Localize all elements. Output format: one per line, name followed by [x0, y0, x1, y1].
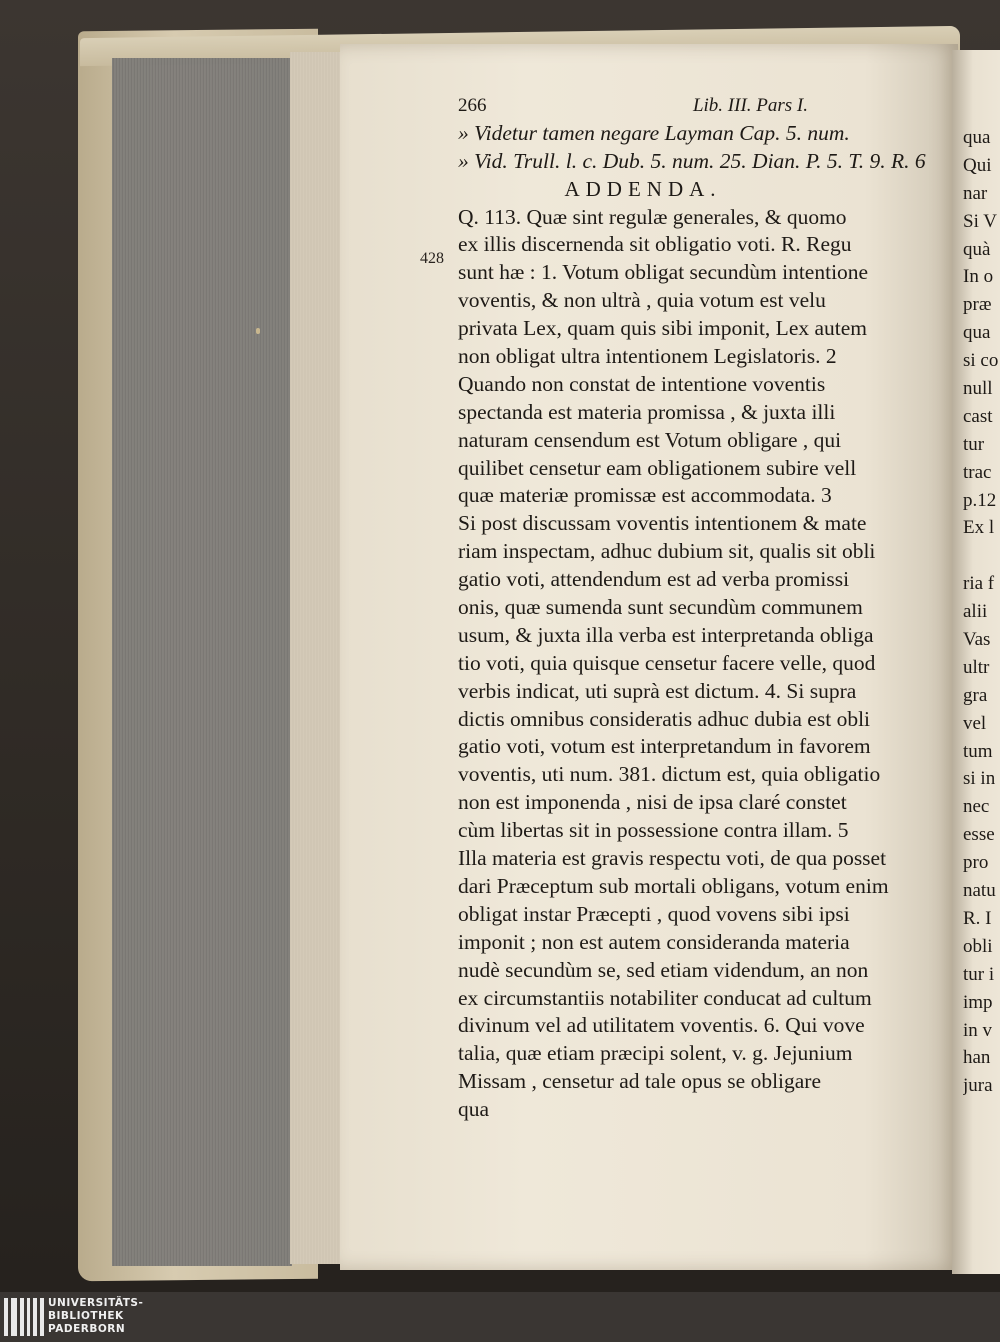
right-text-line: trac — [963, 461, 992, 483]
right-text-line: Vas — [963, 629, 991, 651]
footer-bar — [0, 1292, 1000, 1342]
text-line: voventis, & non ultrà , quia votum est velu — [458, 288, 826, 313]
right-page-text — [963, 124, 1000, 1100]
right-text-line: si co — [963, 350, 999, 372]
running-head: Lib. III. Pars I. — [692, 95, 808, 116]
text-line: spectanda est materia promissa , & juxta illi — [458, 399, 836, 424]
page-edge-light — [290, 52, 344, 1264]
text-line: cùm libertas sit in possessione contra illam. 5 — [458, 818, 849, 843]
text-line: ex circumstantiis notabiliter conducat ad cultum — [458, 985, 872, 1010]
text-line: gatio voti, votum est interpretandum in favorem — [458, 734, 871, 759]
page-number: 266 — [458, 95, 487, 116]
right-text-line: Qui — [963, 154, 992, 176]
right-text-line: gra — [963, 684, 988, 706]
right-text-line: qua — [963, 127, 991, 148]
text-line: quæ materiæ promissæ est accommodata. 3 — [458, 483, 832, 508]
text-line: Illa materia est gravis respectu voti, de qua posset — [458, 846, 887, 871]
text-line: » Vid. Trull. l. c. Dub. 5. num. 25. Dian. P. 5. T. 9. R. 6 — [458, 148, 926, 173]
text-line: dictis omnibus consideratis adhuc dubia est obli — [458, 706, 871, 731]
right-text-line: præ — [963, 294, 992, 316]
right-text-line: qua — [963, 322, 991, 344]
right-text-line: imp — [963, 991, 993, 1013]
right-text-line: in v — [963, 1019, 993, 1041]
text-line: verbis indicat, uti suprà est dictum. 4. Si supra — [458, 678, 857, 703]
text-line: ex illis discernenda sit obligatio voti. R. Regu — [458, 232, 852, 257]
text-line: Missam , censetur ad tale opus se obligare — [458, 1069, 822, 1094]
margin-number: 428 — [420, 250, 444, 267]
text-line: gatio voti, attendendum est ad verba promissi — [458, 567, 850, 592]
right-text-line: null — [963, 378, 993, 400]
right-text-line: obli — [963, 935, 993, 957]
right-text-line: nec — [963, 796, 990, 818]
right-text-line: tum — [963, 740, 993, 762]
right-text-line: tur — [963, 433, 985, 455]
text-line: naturam censendum est Votum obligare , qui — [458, 427, 842, 452]
right-text-line: Si V — [963, 210, 997, 232]
right-text-line: tur i — [963, 963, 995, 985]
page-text — [458, 92, 958, 1124]
text-line: Si post discussam voventis intentionem & mate — [458, 511, 867, 536]
right-text-line: alii — [963, 601, 988, 623]
right-text-line: quà — [963, 238, 991, 260]
library-logo-text: UNIVERSITÄTS- BIBLIOTHEK PADERBORN — [48, 1297, 144, 1335]
text-line: sunt hæ : 1. Votum obligat secundùm intentione — [458, 260, 869, 285]
right-text-line: natu — [963, 880, 996, 902]
text-line: riam inspectam, adhuc dubium sit, qualis sit obli — [458, 539, 876, 564]
text-line: imponit ; non est autem consideranda materia — [458, 929, 850, 954]
text-line: Quando non constat de intentione voventis — [458, 371, 826, 396]
text-line: dari Præceptum sub mortali obligans, votum enim — [458, 873, 889, 898]
right-text-line: ultr — [963, 656, 990, 678]
text-line: obligat instar Præcepti , quod vovens sibi ipsi — [458, 901, 850, 926]
right-text-line: han — [963, 1047, 991, 1069]
right-text-line: In o — [963, 266, 994, 288]
right-text-line: nar — [963, 182, 988, 204]
right-text-line: R. I — [963, 907, 992, 929]
right-text-line: ria f — [963, 573, 995, 595]
text-line: voventis, uti num. 381. dictum est, quia obligatio — [458, 762, 881, 787]
page-block-edge — [112, 58, 292, 1266]
text-line: talia, quæ etiam præcipi solent, v. g. Jejunium — [458, 1041, 853, 1066]
text-line: nudè secundùm se, sed etiam videndum, an non — [458, 957, 869, 982]
library-logo-icon — [4, 1298, 44, 1336]
text-line: onis, quæ sumenda sunt secundùm communem — [458, 595, 863, 620]
section-heading: ADDENDA. — [564, 176, 722, 201]
text-line: Q. 113. Quæ sint regulæ generales, & quomo — [458, 204, 847, 229]
right-text-line — [963, 542, 1000, 570]
running-header — [458, 92, 808, 120]
right-text-line: jura — [963, 1075, 993, 1097]
text-line: qua — [458, 1097, 490, 1122]
text-line: tio voti, quia quisque censetur facere velle, quod — [458, 650, 876, 675]
text-line: » Videtur tamen negare Layman Cap. 5. num. — [458, 120, 850, 145]
right-text-line: pro — [963, 852, 989, 874]
right-text-line: si in — [963, 768, 996, 790]
text-line: usum, & juxta illa verba est interpretanda obliga — [458, 622, 874, 647]
text-line: non obligat ultra intentionem Legislatoris. 2 — [458, 344, 837, 369]
text-line: quilibet censetur eam obligationem subire vell — [458, 455, 857, 480]
text-line: divinum vel ad utilitatem voventis. 6. Qui vove — [458, 1013, 865, 1038]
text-line: non est imponenda , nisi de ipsa claré constet — [458, 790, 847, 815]
right-text-line: p.12 — [963, 489, 997, 511]
right-text-line: cast — [963, 405, 993, 427]
right-text-line: vel — [963, 712, 987, 734]
right-text-line: Ex l — [963, 517, 995, 539]
right-text-line: esse — [963, 824, 995, 846]
text-line: privata Lex, quam quis sibi imponit, Lex autem — [458, 316, 868, 341]
page-edge-mark — [256, 328, 260, 334]
